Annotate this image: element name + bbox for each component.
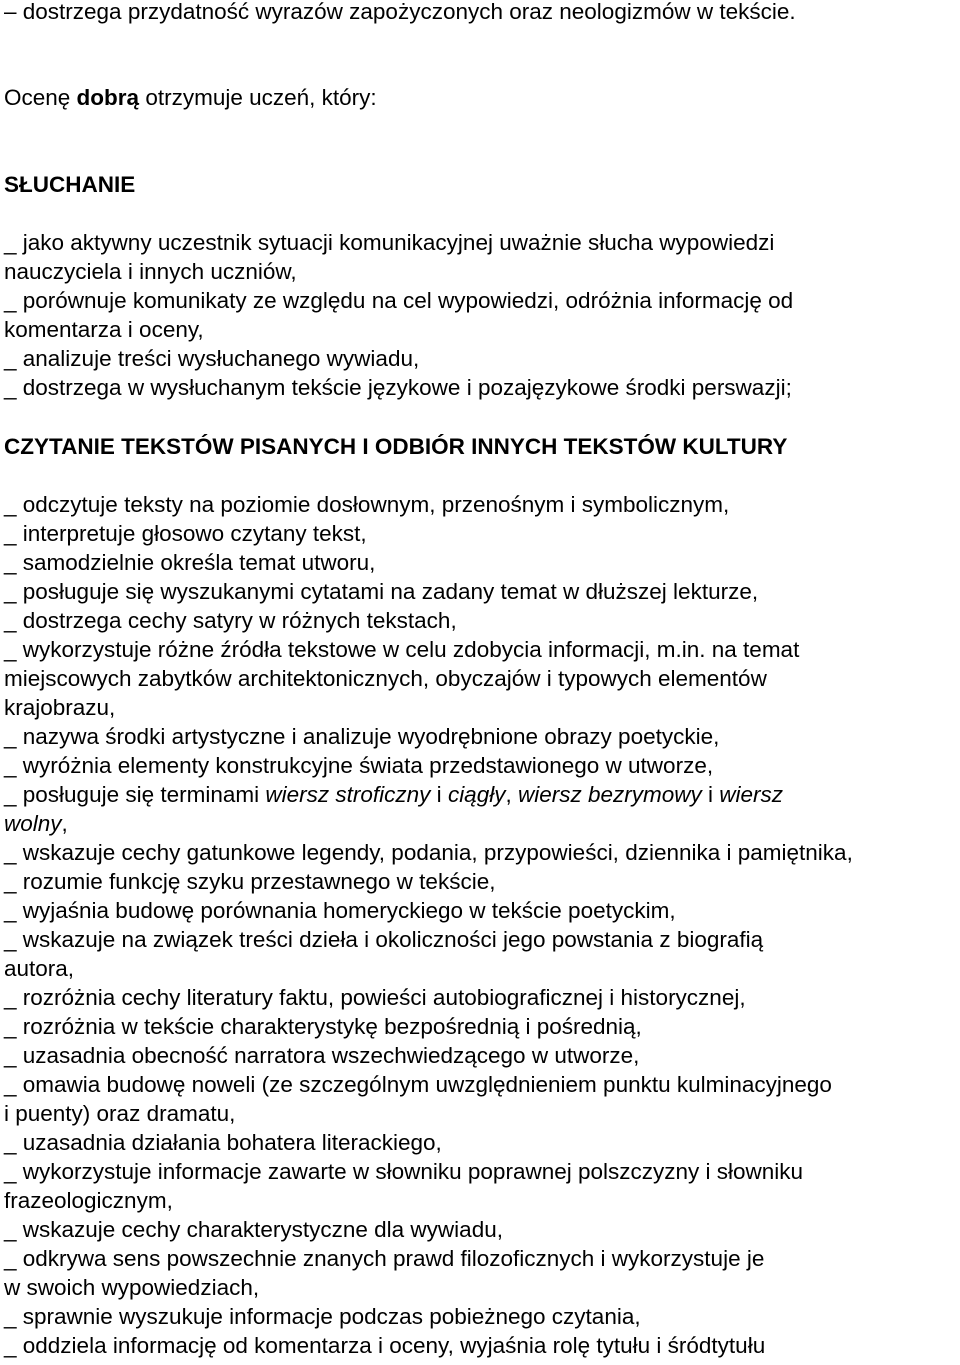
reading-line: autora, [4,956,75,981]
reading-line: _ interpretuje głosowo czytany tekst, [4,521,367,546]
intro-bold-grade: dobrą [76,85,140,110]
terms-text: i [430,782,448,807]
reading-line: _ odkrywa sens powszechnie znanych prawd filozoficznych i wykorzystuje je [4,1246,765,1271]
reading-line: _ uzasadnia obecność narratora wszechwiedzącego w utworze, [4,1043,640,1068]
reading-line: _ wskazuje cechy gatunkowe legendy, podania, przypowieści, dziennika i pamiętnika, [4,840,853,865]
reading-line: frazeologicznym, [4,1188,173,1213]
reading-line: _ wyjaśnia budowę porównania homeryckiego w tekście poetyckim, [4,898,676,923]
listening-line: _ porównuje komunikaty ze względu na cel wypowiedzi, odróżnia informację od [4,288,794,313]
reading-line: _ wykorzystuje różne źródła tekstowe w celu zdobycia informacji, m.in. na temat [4,637,800,662]
reading-line: _ rozróżnia cechy literatury faktu, powieści autobiograficznej i historycznej, [4,985,746,1010]
intro-before: Ocenę [4,85,77,110]
reading-line: _ wskazuje cechy charakterystyczne dla wywiadu, [4,1217,503,1242]
terms-text: , [61,811,68,836]
reading-line-terms-continued [4,809,68,838]
reading-line: _ uzasadnia działania bohatera literackiego, [4,1130,442,1155]
term-italic: wiersz [719,782,784,807]
listening-line: _ jako aktywny uczestnik sytuacji komunikacyjnej uważnie słucha wypowiedzi [4,230,775,255]
reading-line: _ wykorzystuje informacje zawarte w słowniku poprawnej polszczyzny i słowniku [4,1159,804,1184]
listening-line: nauczyciela i innych uczniów, [4,259,297,284]
reading-line: i puenty) oraz dramatu, [4,1101,236,1126]
reading-line: _ rozróżnia w tekście charakterystykę bezpośrednią i pośrednią, [4,1014,642,1039]
reading-line: krajobrazu, [4,695,116,720]
terms-text: , [505,782,518,807]
top-line: – dostrzega przydatność wyrazów zapożyczonych oraz neologizmów w tekście. [4,0,796,24]
reading-line-terms [4,780,783,809]
reading-line: _ sprawnie wyszukuje informacje podczas pobieżnego czytania, [4,1304,641,1329]
listening-line: komentarza i oceny, [4,317,204,342]
terms-text: _ posługuje się terminami [4,782,266,807]
reading-line: _ odczytuje teksty na poziomie dosłownym, przenośnym i symbolicznym, [4,492,730,517]
reading-line: _ posługuje się wyszukanymi cytatami na zadany temat w dłuższej lekturze, [4,579,759,604]
reading-line: _ oddziela informację od komentarza i oceny, wyjaśnia rolę tytułu i śródtytułu [4,1333,766,1358]
term-italic: wiersz stroficzny [265,782,431,807]
terms-text: i [701,782,720,807]
intro-after: otrzymuje uczeń, który: [139,85,377,110]
reading-line: _ wskazuje na związek treści dzieła i okoliczności jego powstania z biografią [4,927,764,952]
reading-line: _ omawia budowę noweli (ze szczególnym uwzględnieniem punktu kulminacyjnego [4,1072,832,1097]
listening-line: _ analizuje treści wysłuchanego wywiadu, [4,346,420,371]
section-heading-reading: CZYTANIE TEKSTÓW PISANYCH I ODBIÓR INNYCH TEKSTÓW KULTURY [4,434,788,459]
reading-line: _ rozumie funkcję szyku przestawnego w tekście, [4,869,496,894]
reading-line: miejscowych zabytków architektonicznych, obyczajów i typowych elementów [4,666,767,691]
reading-line: _ samodzielnie określa temat utworu, [4,550,376,575]
reading-line: _ wyróżnia elementy konstrukcyjne świata przedstawionego w utworze, [4,753,714,778]
reading-line: _ dostrzega cechy satyry w różnych tekstach, [4,608,457,633]
intro-line [4,83,377,112]
term-italic: wiersz bezrymowy [517,782,702,807]
reading-line: _ nazywa środki artystyczne i analizuje wyodrębnione obrazy poetyckie, [4,724,720,749]
reading-line: w swoich wypowiedziach, [4,1275,260,1300]
term-italic: ciągły [447,782,506,807]
section-heading-listening: SŁUCHANIE [4,172,136,197]
term-italic: wolny [4,811,62,836]
listening-line: _ dostrzega w wysłuchanym tekście językowe i pozajęzykowe środki perswazji; [4,375,792,400]
